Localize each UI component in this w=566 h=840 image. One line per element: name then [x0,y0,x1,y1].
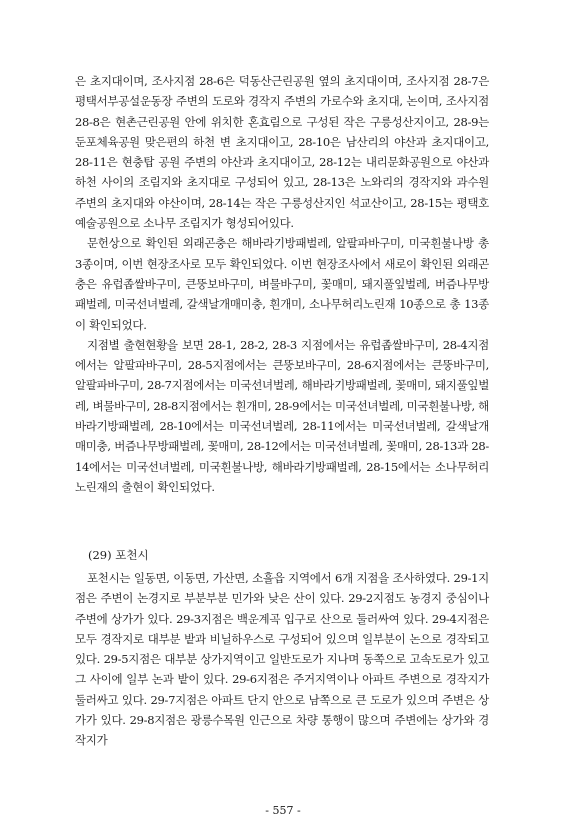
section-body [75,568,489,751]
page-number: - 557 - [265,804,301,817]
section-paragraph: 포천시는 일동면, 이동면, 가산면, 소흘읍 지역에서 6개 지점을 조사하였다. 29-1지점은 주변이 논경지로 부분부분 민가와 낮은 산이 있다. 29-2지점도 농경지 중심이나 주변에 상가가 있다. 29-3지점은 백운계곡 입구로 산으로 둘러싸여 있다. 29-4지점은 모두 경작지로 대부분 밭과 비닐하우스로 구성되어 있으며 일부분이 논으로 경작되고 있다. 29-5지점은 대부분 상가지역이고 일반도로가 지나며 동쪽으로 고속도로가 있고 그 사이에 일부 논과 밭이 있다. 29-6지점은 주거지역이나 아파트 주변으로 경작지가 둘러싸고 있다. 29-7지점은 아파트 단지 안으로 남쪽으로 큰 도로가 있으며 주변은 상가가 있다. 29-8지점은 광릉수목원 인근으로 차량 통행이 많으며 주변에는 상가와 경작지가 [75,571,489,748]
paragraph-3: 지점별 출현현황을 보면 28-1, 28-2, 28-3 지점에서는 유럽좁쌀바구미, 28-4지점에서는 알팔파바구미, 28-5지점에서는 큰뚱보바구미, 28-6지점에서는 큰뚱바구미, 알팔파바구미, 28-7지점에서는 미국선녀벌레, 해바라기방패벌레, 꽃매미, 돼지풀잎벌레, 벼물바구미, 28-8지점에서는 흰개미, 28-9에서는 미국선녀벌레, 미국흰불나방, 해바라기방패벌레, 28-10에서는 미국선녀벌레, 28-11에서는 미국선녀벌레, 갈색날개매미충, 버즘나무방패벌레, 꽃매미, 28-12에서는 미국선녀벌레, 꽃매미, 28-13과 28-14에서는 미국선녀벌레, 미국흰불나방, 해바라기방패벌레, 28-15에서는 소나무허리노린재의 출현이 확인되었다. [75,337,489,494]
paragraph-1: 은 초지대이며, 조사지점 28-6은 덕동산근린공원 옆의 초지대이며, 조사지점 28-7은 평택서부공설운동장 주변의 도로와 경작지 주변의 가로수와 초지대, 논이며, 조사지점 28-8은 현촌근린공원 안에 위치한 혼효림으로 구성된 작은 구릉성산지이고, 28-9는 둔포체육공원 맞은편의 하천 변 초지대이고, 28-10은 남산리의 야산과 초지대이고, 28-11은 현충탑 공원 주변의 야산과 초지대이고, 28-12는 내리문화공원으로 야산과 하천 사이의 조림지와 초지대로 구성되어 있고, 28-13은 노와리의 경작지와 과수원 주변의 초지대와 야산이며, 28-14는 작은 구릉성산지인 석교산이고, 28-15는 평택호예술공원으로 소나무 조림지가 형성되어있다. [75,74,489,231]
paragraph-2: 문헌상으로 확인된 외래곤충은 해바라기방패벌레, 알팔파바구미, 미국흰불나방 총 3종이며, 이번 현장조사로 모두 확인되었다. 이번 현장조사에서 새로이 확인된 외래곤충은 유럽좁쌀바구미, 큰뚱보바구미, 벼물바구미, 꽃매미, 돼지풀잎벌레, 버즘나무방패벌레, 미국선녀벌레, 갈색날개매미충, 흰개미, 소나무허리노린재 10종으로 총 13종이 확인되었다. [75,236,489,332]
section-title: (29) 포천시 [88,548,149,562]
body-text [75,71,489,497]
